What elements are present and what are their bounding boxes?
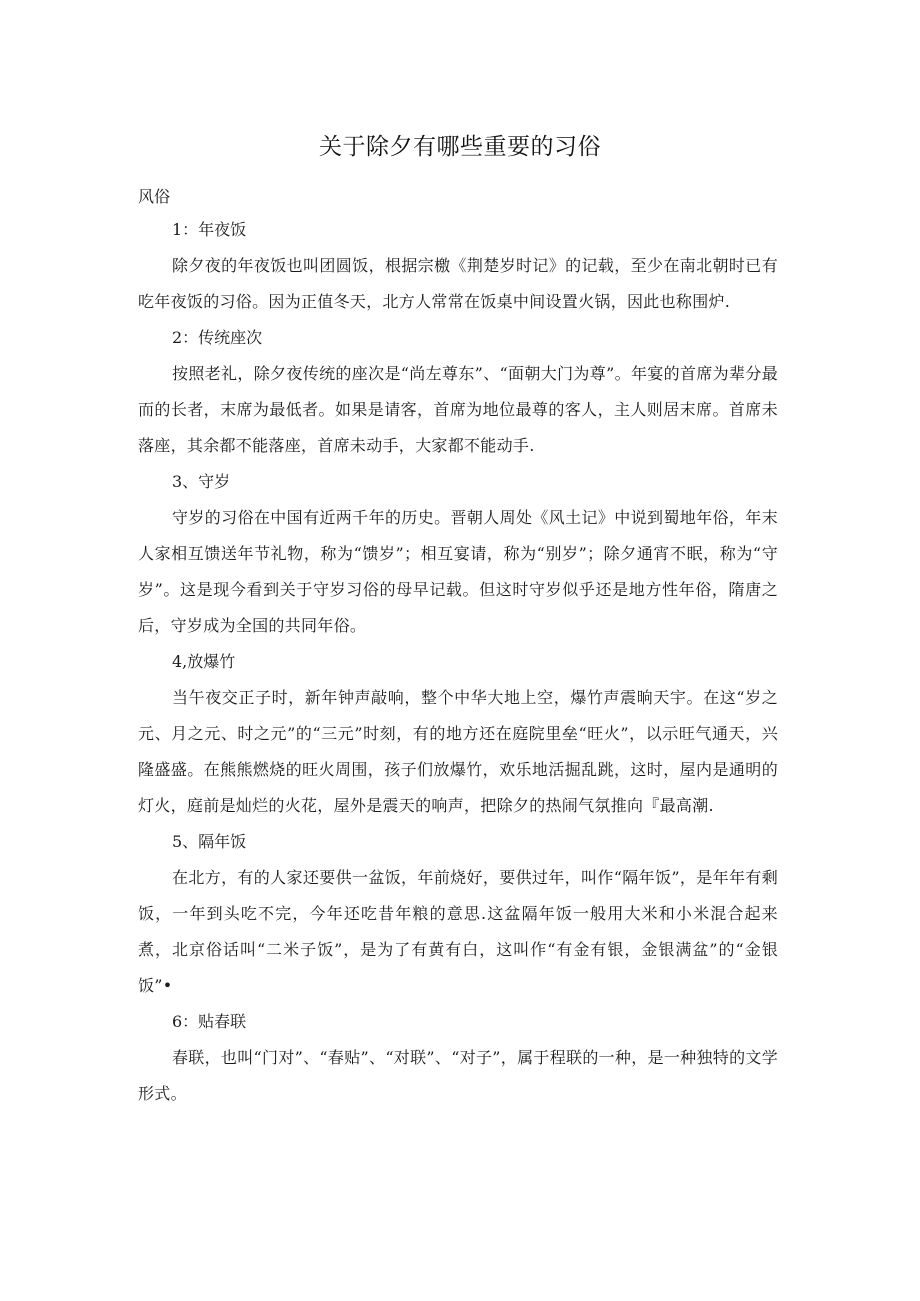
document-body [138, 212, 778, 1112]
page-title: 关于除夕有哪些重要的习俗 [319, 134, 601, 160]
item-paragraph-2: 按照老礼，除夕夜传统的座次是“尚左尊东”、“面朝大门为尊”。年宴的首席为辈分最而的长者，末席为最低者。如果是请客，首席为地位最尊的客人，主人则居末席。首席未落座，其余都不能落座，首席未动手，大家都不能动手. [138, 364, 778, 455]
item-heading-2: 2：传统座次 [172, 328, 263, 347]
item-heading-3: 3、守岁 [172, 472, 231, 491]
item-paragraph-6: 春联，也叫“门对”、“春贴”、“对联”、“对子”，属于程联的一种，是一种独特的文学形式。 [138, 1048, 778, 1103]
item-paragraph-3: 守岁的习俗在中国有近两千年的历史。晋朝人周处《风土记》中说到蜀地年俗，年末人家相互馈送年节礼物，称为“馈岁”；相互宴请，称为“别岁”；除夕通宵不眠，称为“守岁”。这是现今看到关于守岁习俗的母早记载。但这时守岁似乎还是地方性年俗，隋唐之后，守岁成为全国的共同年俗。 [138, 508, 778, 635]
item-paragraph-5: 在北方，有的人家还要供一盆饭，年前烧好，要供过年，叫作“隔年饭”，是年年有剩饭，一年到头吃不完，今年还吃昔年粮的意思.这盆隔年饭一般用大米和小米混合起来煮，北京俗话叫“二米子饭”，是为了有黄有白，这叫作“有金有银，金银满盆”的“金银饭”• [138, 868, 778, 995]
item-heading-6: 6：贴春联 [172, 1012, 247, 1031]
item-heading-5: 5、隔年饭 [172, 832, 247, 851]
item-heading-4: 4,放爆竹 [172, 652, 236, 671]
item-heading-1: 1：年夜饭 [172, 220, 247, 239]
item-paragraph-1: 除夕夜的年夜饭也叫团圆饭，根据宗檄《荆楚岁时记》的记载，至少在南北朝时已有吃年夜饭的习俗。因为正值冬天，北方人常常在饭桌中间设置火锅，因此也称围炉. [138, 256, 778, 311]
section-label: 风俗 [138, 187, 171, 206]
item-paragraph-4: 当午夜交正子时，新年钟声敲响，整个中华大地上空，爆竹声震晌天宇。在这“岁之元、月之元、时之元”的“三元”时刻，有的地方还在庭院里垒“旺火”，以示旺气通天，兴隆盛盛。在熊熊燃烧的旺火周围，孩子们放爆竹，欢乐地活掘乱跳，这时，屋内是通明的灯火，庭前是灿烂的火花，屋外是震天的响声，把除夕的热闹气氛推向『最高潮. [138, 688, 778, 815]
